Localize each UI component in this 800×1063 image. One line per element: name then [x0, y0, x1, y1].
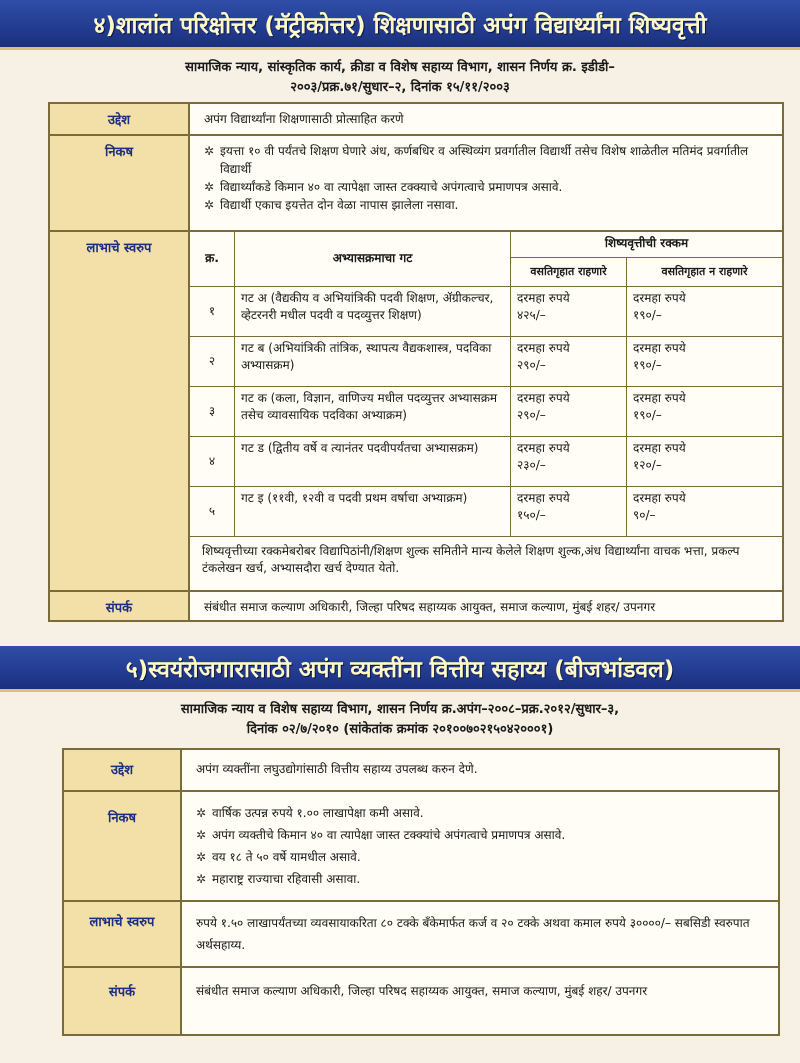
contact-text: संबंधीत समाज कल्याण अधिकारी, जिल्हा परिषद सहाय्यक आयुक्त, समाज कल्याण, मुंबई शहर/ उपनगर — [204, 600, 656, 614]
list-item: ✲ वार्षिक उत्पन्न रुपये १.०० लाखापेक्षा कमी असावे. — [196, 802, 768, 824]
section5-benefit-row — [64, 900, 778, 966]
section4-benefit-row — [50, 230, 782, 590]
criteria-list — [190, 136, 782, 230]
contact-label: संपर्क — [108, 985, 136, 1000]
section4-subtitle — [0, 58, 800, 98]
contact-text: संबंधीत समाज कल्याण अधिकारी, जिल्हा परिषद सहाय्यक आयुक्त, समाज कल्याण, मुंबई शहर/ उपनगर — [196, 984, 648, 998]
star-bullet-icon: ✲ — [204, 144, 215, 158]
section5-subtitle — [0, 700, 800, 740]
table-row-no: ५ — [190, 486, 234, 536]
table-row-nonhostel: दरमहा रुपये १२०/– — [626, 436, 782, 486]
star-bullet-icon: ✲ — [196, 828, 207, 842]
section4-title: ४)शालांत परिक्षोत्तर (मॅट्रीकोत्तर) शिक्षणासाठी अपंग विद्यार्थ्यांना शिष्यवृत्ती — [93, 12, 707, 39]
section5-subtitle-line1: सामाजिक न्याय व विशेष सहाय्य विभाग, शासन निर्णय क्र.अपंग–२००८–प्रक्र.२०१२/सुधार–३, — [180, 702, 620, 717]
table-footnote: शिष्यवृत्तीच्या रक्कमेबरोबर विद्यापिठांनी/शिक्षण शुल्क समितीने मान्य केलेले शिक्षण शुल्क,अंध विद्यार्थ्यांना वाचक भत्ता, प्रकल्प टंकलेखन खर्च, अभ्यासदौरा खर्च देण्यात येतो. — [190, 536, 782, 592]
table-row-no: ४ — [190, 436, 234, 486]
col-amount-header: शिष्यवृत्तीची रक्कम — [510, 232, 782, 257]
list-item: ✲ अपंग व्यक्तीचे किमान ४० वा त्यापेक्षा जास्त टक्क्यांचे अपंगत्वाचे प्रमाणपत्र असावे. — [196, 824, 768, 846]
table-row-group: गट ड (द्वितीय वर्षे व त्यानंतर पदवीपर्यंतचा अभ्यासक्रम) — [234, 436, 510, 486]
criteria-label: निकष — [107, 811, 137, 826]
objective-label: उद्देश — [107, 113, 131, 128]
section4-banner — [0, 0, 800, 50]
section4-criteria-row — [50, 134, 782, 230]
benefit-text: रुपये १.५० लाखापर्यंतच्या व्यवसायाकरिता ८० टक्के बँकेमार्फत कर्ज व २० टक्के अथवा कमाल रुपये ३००००/– सबसिडी स्वरुपात अर्थसहाय्य. — [196, 916, 750, 952]
star-bullet-icon: ✲ — [196, 872, 207, 886]
section5-subtitle-line2: दिनांक ०२/७/२०१० (सांकेतांक क्रमांक २०१००७०२१५०४२०००१) — [246, 722, 554, 737]
section4-contact-row — [50, 590, 782, 620]
section5-title: ५)स्वयंरोजगारासाठी अपंग व्यक्तींना वित्तीय सहाय्य (बीजभांडवल) — [125, 656, 675, 683]
col-nonhostel-header: वसतिगृहात न राहणारे — [626, 257, 782, 286]
objective-text: अपंग व्यक्तींना लघुउद्योगांसाठी वित्तीय सहाय्य उपलब्ध करुन देणे. — [196, 762, 478, 776]
list-item: ✲ वय १८ ते ५० वर्षे यामधील असावे. — [196, 846, 768, 868]
table-row-no: ३ — [190, 386, 234, 436]
list-item: ✲ विद्यार्थी एकाच इयत्तेत दोन वेळा नापास झालेला नसावा. — [204, 198, 459, 212]
benefit-label: लाभाचे स्वरुप — [89, 915, 155, 930]
table-row-hostel: दरमहा रुपये ४२५/– — [510, 286, 626, 336]
scholarship-table — [190, 232, 782, 590]
table-row-group: गट अ (वैद्यकीय व अभियांत्रिकी पदवी शिक्षण, ॲग्रीकल्चर, व्हेटरनरी मधील पदवी व पदव्युत्तर शिक्षण) — [234, 286, 510, 336]
col-hostel-header: वसतिगृहात राहणारे — [510, 257, 626, 286]
section5-objective-row — [64, 750, 778, 790]
table-row-nonhostel: दरमहा रुपये १९०/– — [626, 336, 782, 386]
criteria-list — [182, 792, 778, 900]
list-item: ✲ विद्यार्थ्यांकडे किमान ४० वा त्यापेक्षा जास्त टक्क्याचे अपंगत्वाचे प्रमाणपत्र असावे. — [204, 180, 563, 194]
table-row-hostel: दरमहा रुपये २९०/– — [510, 336, 626, 386]
table-row-group: गट ब (अभियांत्रिकी तांत्रिक, स्थापत्य वैद्यकशास्त्र, पदविका अभ्यासक्रम) — [234, 336, 510, 386]
benefit-label: लाभाचे स्वरुप — [86, 241, 152, 256]
star-bullet-icon: ✲ — [196, 850, 207, 864]
section5-banner — [0, 646, 800, 692]
table-row-nonhostel: दरमहा रुपये ९०/– — [626, 486, 782, 536]
table-row-nonhostel: दरमहा रुपये १९०/– — [626, 286, 782, 336]
table-row-nonhostel: दरमहा रुपये १९०/– — [626, 386, 782, 436]
section4-objective-row — [50, 104, 782, 134]
contact-label: संपर्क — [105, 601, 133, 616]
list-item: ✲ इयत्ता १० वी पर्यंतचे शिक्षण घेणारे अंध, कर्णबधिर व अस्थिव्यंग प्रवर्गातील विद्यार्थी तसेच विशेष शाळेतील मतिमंद प्रवर्गातील विद्यार्थी — [204, 144, 749, 176]
table-row-hostel: दरमहा रुपये १५०/– — [510, 486, 626, 536]
section5-table — [62, 748, 780, 1036]
objective-text: अपंग विद्यार्थ्यांना शिक्षणासाठी प्रोत्साहित करणे — [204, 112, 404, 126]
star-bullet-icon: ✲ — [204, 180, 215, 194]
table-row-no: २ — [190, 336, 234, 386]
col-group-header: अभ्यासक्रमाचा गट — [234, 232, 510, 286]
star-bullet-icon: ✲ — [204, 198, 215, 212]
star-bullet-icon: ✲ — [196, 806, 207, 820]
table-row-hostel: दरमहा रुपये २३०/– — [510, 436, 626, 486]
section5-criteria-row — [64, 790, 778, 900]
criteria-label: निकष — [104, 145, 134, 160]
table-row-group: गट क (कला, विज्ञान, वाणिज्य मधील पदव्युत्तर अभ्यासक्रम तसेच व्यावसायिक पदविका अभ्याक्रम) — [234, 386, 510, 436]
section4-subtitle-line2: २००३/प्रक्र.७१/सुधार–२, दिनांक १५/११/२००३ — [290, 80, 510, 95]
table-row-no: १ — [190, 286, 234, 336]
objective-label: उद्देश — [110, 763, 134, 778]
section4-table — [48, 102, 784, 622]
table-row-hostel: दरमहा रुपये २९०/– — [510, 386, 626, 436]
section5-contact-row — [64, 966, 778, 1034]
section4-subtitle-line1: सामाजिक न्याय, सांस्कृतिक कार्य, क्रीडा व विशेष सहाय्य विभाग, शासन निर्णय क्र. इडीडी– — [185, 60, 615, 75]
col-no-header: क्र. — [205, 251, 219, 265]
list-item: ✲ महाराष्ट्र राज्याचा रहिवासी असावा. — [196, 868, 768, 890]
table-row-group: गट इ (११वी, १२वी व पदवी प्रथम वर्षाचा अभ्याक्रम) — [234, 486, 510, 536]
